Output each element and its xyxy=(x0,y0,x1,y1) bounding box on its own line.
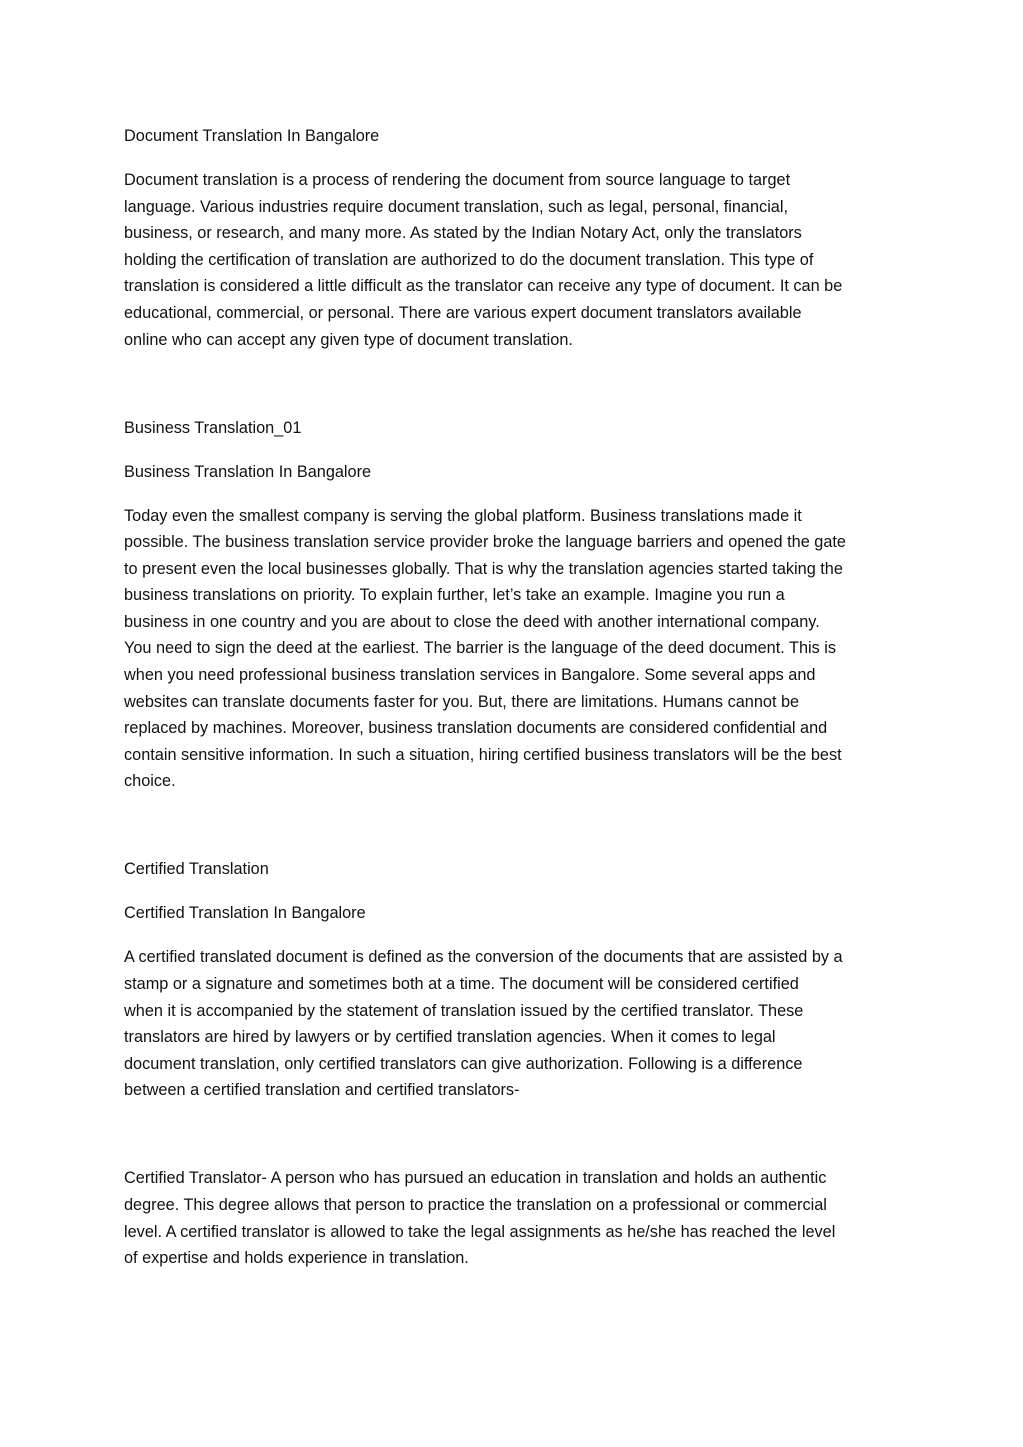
section-heading-document-translation: Document Translation In Bangalore xyxy=(124,127,380,145)
paragraph-line: Document translation is a process of rendering the document from source language to target xyxy=(124,170,791,189)
paragraph-certified-translator xyxy=(124,1165,900,1271)
paragraph-line: degree. This degree allows that person to practice the translation on a professional or commercial xyxy=(124,1195,827,1214)
paragraph-line: business, or research, and many more. As stated by the Indian Notary Act, only the translators xyxy=(124,224,802,243)
section-heading-certified-translation: Certified Translation In Bangalore xyxy=(124,904,366,923)
paragraph-line: Today even the smallest company is serving the global platform. Business translations made it xyxy=(124,506,802,525)
paragraph-line: translation is considered a little difficult as the translator can receive any type of document. It can be xyxy=(124,277,843,296)
paragraph-line: of expertise and holds experience in translation. xyxy=(124,1249,469,1268)
paragraph-line: possible. The business translation service provider broke the language barriers and opened the gate xyxy=(124,533,846,552)
paragraph-line: replaced by machines. Moreover, business translation documents are considered confidential and xyxy=(124,719,828,738)
blank-spacer xyxy=(124,1121,900,1165)
paragraph-line: holding the certification of translation are authorized to do the document translation. This type of xyxy=(124,250,814,269)
paragraph-line: level. A certified translator is allowed to take the legal assignments as he/she has reached the level xyxy=(124,1222,836,1241)
paragraph-line: when it is accompanied by the statement of translation issued by the certified translator. These xyxy=(124,1001,804,1020)
paragraph-line: business translations on priority. To explain further, let’s take an example. Imagine you run a xyxy=(124,586,785,605)
paragraph-line: language. Various industries require document translation, such as legal, personal, financial, xyxy=(124,197,789,216)
paragraph-certified-translation xyxy=(124,944,900,1104)
paragraph-line: business in one country and you are about to close the deed with another international company. xyxy=(124,612,820,631)
paragraph-line: online who can accept any given type of document translation. xyxy=(124,330,573,349)
paragraph-line: Certified Translator- A person who has pursued an education in translation and holds an authentic xyxy=(124,1169,827,1188)
section-heading-business-translation: Business Translation In Bangalore xyxy=(124,462,372,481)
blank-spacer xyxy=(124,812,900,856)
section-label-business-translation: Business Translation_01 xyxy=(124,418,302,437)
paragraph-line: document translation, only certified translators can give authorization. Following is a difference xyxy=(124,1054,803,1073)
section-label-certified-translation: Certified Translation xyxy=(124,860,269,879)
paragraph-line: between a certified translation and certified translators- xyxy=(124,1081,520,1100)
paragraph-document-translation xyxy=(124,167,900,353)
paragraph-line: You need to sign the deed at the earliest. The barrier is the language of the deed document. This is xyxy=(124,639,837,658)
paragraph-business-translation xyxy=(124,503,900,796)
paragraph-line: choice. xyxy=(124,772,176,791)
paragraph-line: stamp or a signature and sometimes both at a time. The document will be considered certified xyxy=(124,974,799,993)
paragraph-line: to present even the local businesses globally. That is why the translation agencies started taking the xyxy=(124,559,843,578)
paragraph-line: websites can translate documents faster for you. But, there are limitations. Humans cannot be xyxy=(124,692,800,711)
paragraph-line: contain sensitive information. In such a situation, hiring certified business translators will be the best xyxy=(124,745,842,764)
paragraph-line: when you need professional business translation services in Bangalore. Some several apps and xyxy=(124,666,816,685)
paragraph-line: educational, commercial, or personal. There are various expert document translators available xyxy=(124,303,802,322)
paragraph-line: A certified translated document is defined as the conversion of the documents that are assisted by a xyxy=(124,948,843,967)
paragraph-line: translators are hired by lawyers or by certified translation agencies. When it comes to legal xyxy=(124,1028,776,1047)
document-body xyxy=(124,123,900,1289)
blank-spacer xyxy=(124,371,900,415)
